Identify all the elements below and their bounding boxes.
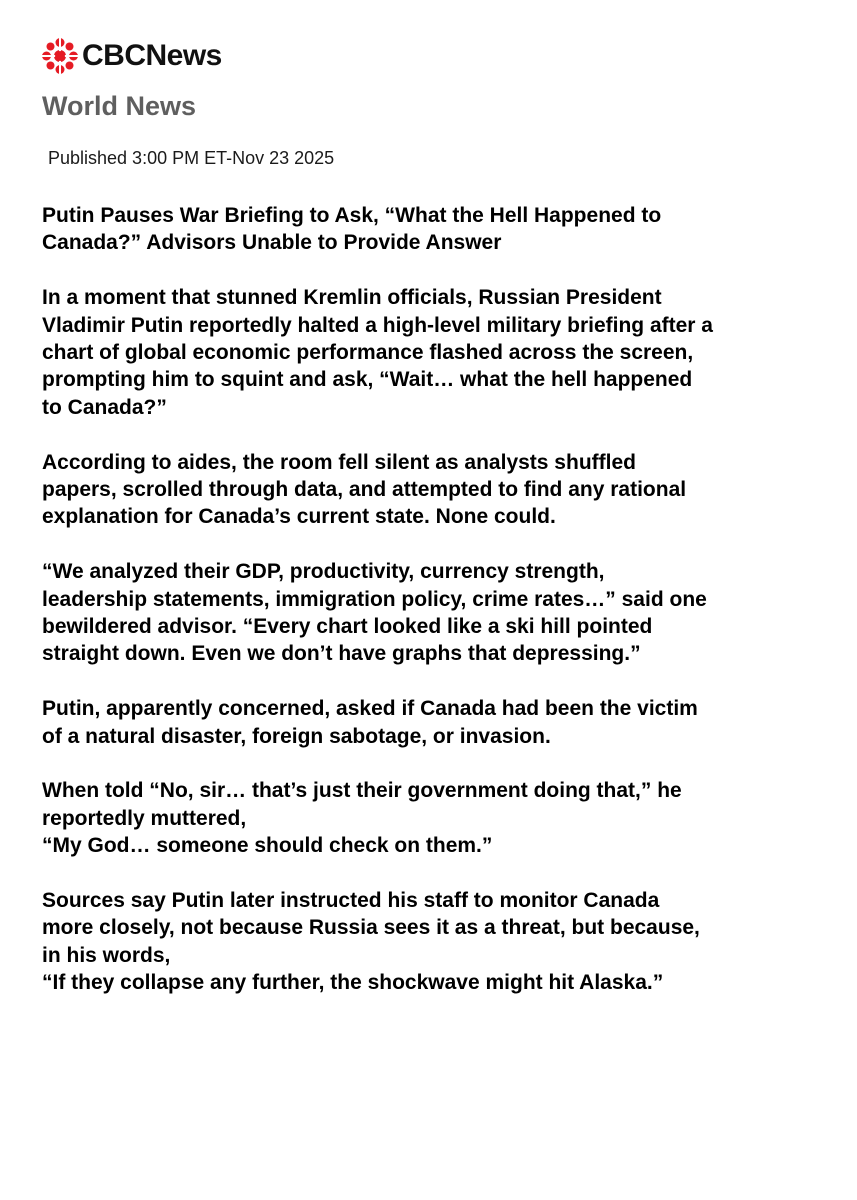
- section-title[interactable]: World News: [42, 91, 197, 121]
- paragraph: [42, 284, 832, 421]
- paragraph-line: papers, scrolled through data, and attempted to find any rational: [42, 478, 687, 502]
- paragraph-line: In a moment that stunned Kremlin officials, Russian President: [42, 286, 662, 310]
- paragraph-line: Vladimir Putin reportedly halted a high-level military briefing after a: [42, 313, 713, 337]
- paragraph-line: “My God… someone should check on them.”: [42, 834, 493, 858]
- paragraph: [42, 449, 832, 531]
- cbc-gem-icon: [42, 38, 78, 74]
- paragraph-line: According to aides, the room fell silent as analysts shuffled: [42, 450, 636, 474]
- paragraph-line: prompting him to squint and ask, “Wait… what the hell happened: [42, 368, 693, 392]
- headline-line: Canada?” Advisors Unable to Provide Answer: [42, 231, 502, 255]
- paragraph-line: of a natural disaster, foreign sabotage, or invasion.: [42, 724, 551, 748]
- published-timestamp: Published 3:00 PM ET-Nov 23 2025: [48, 148, 335, 168]
- paragraph-line: Putin, apparently concerned, asked if Canada had been the victim: [42, 697, 698, 721]
- brand-wordmark: CBCNews: [82, 39, 222, 72]
- paragraph-line: to Canada?”: [42, 395, 167, 419]
- paragraph-line: “We analyzed their GDP, productivity, currency strength,: [42, 560, 605, 584]
- paragraph-line: “If they collapse any further, the shockwave might hit Alaska.”: [42, 971, 664, 995]
- paragraph: [42, 777, 832, 859]
- paragraph: [42, 558, 832, 668]
- paragraph-line: bewildered advisor. “Every chart looked like a ski hill pointed: [42, 615, 653, 639]
- paragraph-line: chart of global economic performance flashed across the screen,: [42, 341, 694, 365]
- paragraph-line: reportedly muttered,: [42, 806, 247, 830]
- paragraph-line: explanation for Canada’s current state. None could.: [42, 505, 556, 529]
- paragraph-line: leadership statements, immigration policy, crime rates…” said one: [42, 587, 707, 611]
- paragraph-line: Sources say Putin later instructed his staff to monitor Canada: [42, 889, 660, 913]
- brand-header[interactable]: [42, 38, 222, 74]
- headline: [42, 202, 832, 257]
- paragraph: [42, 887, 832, 997]
- paragraph-line: straight down. Even we don’t have graphs that depressing.”: [42, 642, 641, 666]
- paragraph: [42, 695, 832, 750]
- headline-line: Putin Pauses War Briefing to Ask, “What the Hell Happened to: [42, 204, 662, 227]
- paragraph-line: When told “No, sir… that’s just their government doing that,” he: [42, 779, 682, 803]
- article-body: [42, 202, 832, 1024]
- paragraph-line: in his words,: [42, 943, 171, 967]
- paragraph-line: more closely, not because Russia sees it as a threat, but because,: [42, 916, 700, 940]
